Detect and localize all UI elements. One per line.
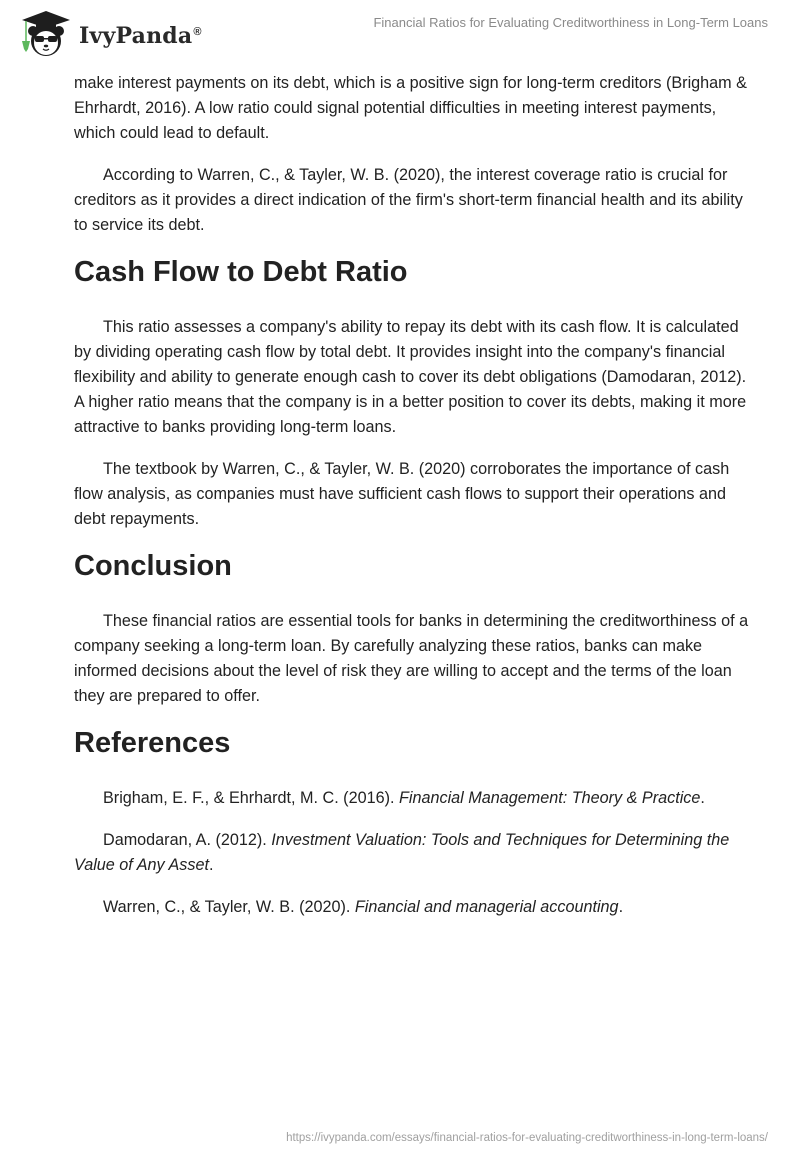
reference-title: Financial Management: Theory & Practice xyxy=(398,789,701,807)
intro-paragraph: According to Warren, C., & Tayler, W. B. (2020), the interest coverage ratio is crucial for creditors as it provides a direct indication of the firm's short-term financial health and its ability to service its debt. xyxy=(74,166,743,234)
registered-mark: ® xyxy=(193,25,202,38)
brand-name: IvyPanda® xyxy=(79,23,202,49)
reference-entry xyxy=(74,895,754,920)
reference-authors: Brigham, E. F., & Ehrhardt, M. C. (2016). xyxy=(103,789,399,807)
brand-logo[interactable] xyxy=(18,8,202,58)
conclusion-paragraph: These financial ratios are essential tools for banks in determining the creditworthiness of a company seeking a long-term loan. By carefully analyzing these ratios, banks can make informed decisions about the level of risk they are willing to accept and the terms of the loan they are prepared to offer. xyxy=(74,612,749,705)
reference-authors: Warren, C., & Tayler, W. B. (2020). xyxy=(103,898,355,916)
reference-suffix: . xyxy=(208,856,214,874)
section-heading-cash-flow-to-debt: Cash Flow to Debt Ratio xyxy=(74,256,408,288)
source-url-link[interactable]: https://ivypanda.com/essays/financial-ratios-for-evaluating-creditworthiness-in-long-term-loans/ xyxy=(286,1132,768,1144)
section-heading-references: References xyxy=(74,727,231,759)
panda-graduation-cap-icon xyxy=(18,8,74,58)
reference-title: Financial and managerial accounting xyxy=(354,898,619,916)
reference-suffix: . xyxy=(700,789,705,807)
reference-suffix: . xyxy=(618,898,624,916)
reference-entry xyxy=(74,786,754,811)
reference-entry xyxy=(74,828,754,878)
reference-title: Investment Valuation: Tools and Techniques for Determining the Value of Any Asset xyxy=(74,831,730,874)
section-heading-conclusion: Conclusion xyxy=(74,550,232,582)
reference-authors: Damodaran, A. (2012). xyxy=(103,831,272,849)
cash-flow-paragraph: This ratio assesses a company's ability to repay its debt with its cash flow. It is calculated by dividing operating cash flow by total debt. It provides insight into the company's financial flexibility and ability to generate enough cash to cover its debt obligations (Damodaran, 2012). A higher ratio means that the company is in a better position to cover its debts, making it more attractive to banks providing long-term loans. xyxy=(74,318,747,436)
intro-paragraph-continued: make interest payments on its debt, which is a positive sign for long-term creditors (Brigham & Ehrhardt, 2016). A low ratio could signal potential difficulties in meeting interest payments, which could lead to default. xyxy=(74,74,747,142)
page-header xyxy=(0,0,800,64)
cash-flow-paragraph: The textbook by Warren, C., & Tayler, W. B. (2020) corroborates the importance of cash flow analysis, as companies must have sufficient cash flows to support their operations and debt repayments. xyxy=(74,460,730,528)
document-title: Financial Ratios for Evaluating Creditworthiness in Long-Term Loans xyxy=(373,15,768,30)
essay-content xyxy=(74,71,754,937)
